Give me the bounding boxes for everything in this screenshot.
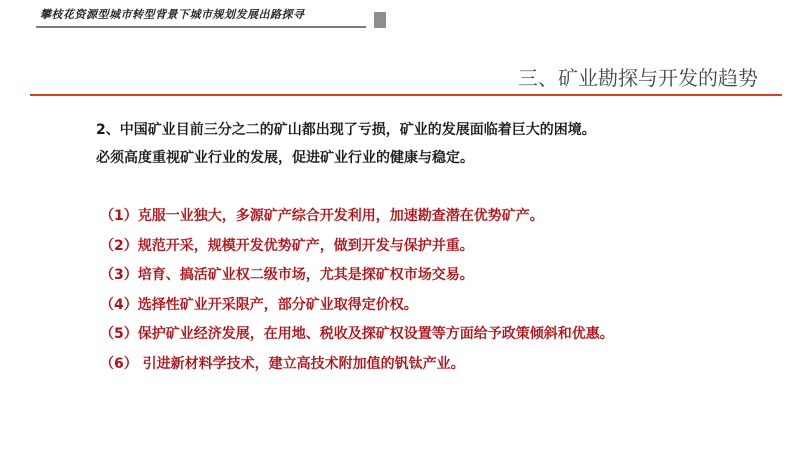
intro-paragraph (96, 116, 736, 172)
title-underline-rule (30, 94, 782, 96)
header-title: 攀枝花资源型城市转型背景下城市规划发展出路探寻 (40, 8, 305, 21)
intro-line-2: 必须高度重视矿业行业的发展，促进矿业行业的健康与稳定。 (96, 150, 474, 166)
header-divider (36, 26, 366, 28)
measure-item-6: （6） 引进新材料学技术，建立高技术附加值的钒钛产业。 (100, 355, 465, 372)
measure-item-2: （2）规范开采，规模开发优势矿产，做到开发与保护并重。 (100, 237, 474, 254)
measure-item-4: （4）选择性矿业开采限产，部分矿业取得定价权。 (100, 296, 418, 313)
measure-item-5: （5）保护矿业经济发展，在用地、税收及探矿权设置等方面给予政策倾斜和优惠。 (100, 326, 614, 342)
section-title: 三、矿业勘探与开发的趋势 (518, 66, 758, 90)
measures-list (100, 202, 760, 379)
measure-item-3: （3）培育、搞活矿业权二级市场，尤其是探矿权市场交易。 (100, 267, 474, 283)
header-gray-block (374, 12, 386, 28)
intro-line-1: 2、中国矿业目前三分之二的矿山都出现了亏损，矿业的发展面临着巨大的困境。 (96, 122, 596, 138)
measure-item-1: （1）克服一业独大，多源矿产综合开发利用，加速勘查潜在优势矿产。 (100, 208, 544, 224)
